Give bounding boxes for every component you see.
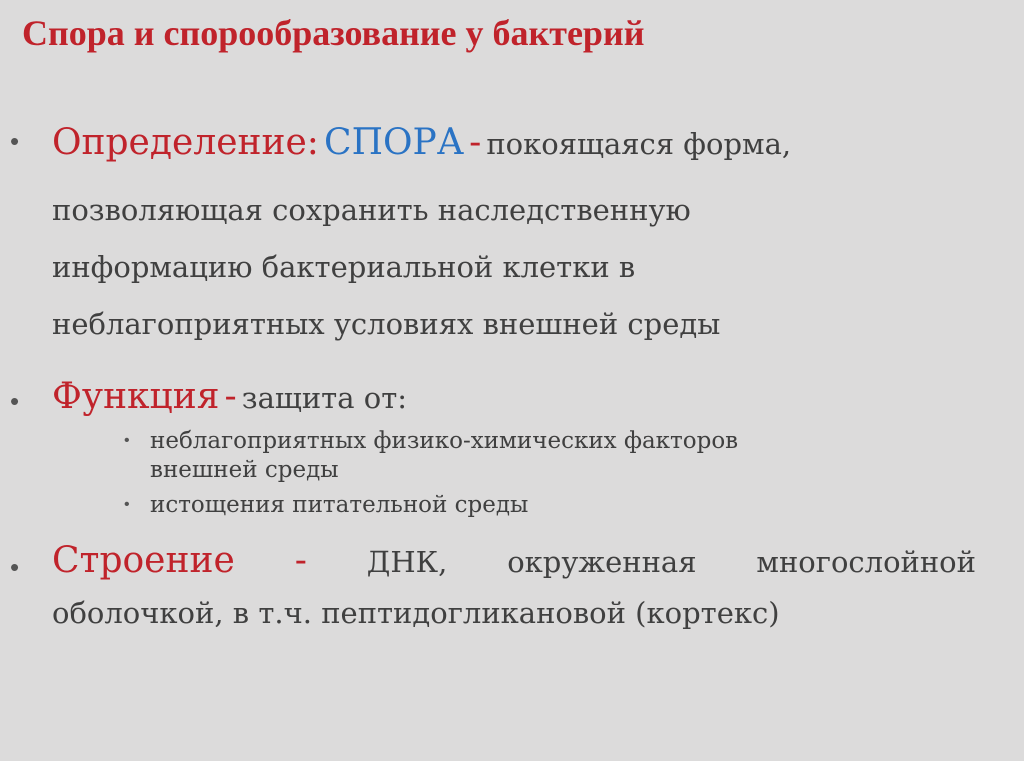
definition-line-4: неблагоприятных условиях внешней среды bbox=[52, 307, 721, 341]
definition-term: Определение: bbox=[52, 122, 319, 163]
slide-title: Спора и спорообразование у бактерий bbox=[22, 13, 645, 53]
definition-text-1: покоящаяся форма, bbox=[486, 127, 792, 161]
sub-bullet-dot: • bbox=[124, 432, 130, 449]
function-sub-item-1-line-1: неблагоприятных физико-химических факторов bbox=[150, 428, 739, 454]
bullet-dot: • bbox=[10, 552, 20, 582]
structure-dash: - bbox=[294, 540, 307, 581]
structure-word: ДНК, bbox=[366, 545, 448, 579]
structure-word: многослойной bbox=[756, 545, 976, 579]
function-line bbox=[52, 376, 407, 417]
definition-dash: - bbox=[469, 122, 482, 163]
definition-line-2: позволяющая сохранить наследственную bbox=[52, 193, 691, 227]
definition-line-3: информацию бактериальной клетки в bbox=[52, 250, 636, 284]
definition-keyword: СПОРА bbox=[324, 122, 464, 163]
bullet-dot: • bbox=[10, 126, 20, 156]
structure-term: Строение bbox=[52, 540, 235, 581]
bullet-dot: • bbox=[10, 386, 20, 416]
function-sub-item-1-line-2: внешней среды bbox=[150, 457, 339, 483]
function-text: защита от: bbox=[241, 381, 408, 415]
function-dash: - bbox=[224, 376, 237, 417]
function-term: Функция bbox=[52, 376, 220, 417]
sub-bullet-dot: • bbox=[124, 496, 130, 513]
definition-line-1 bbox=[52, 122, 791, 163]
structure-word: окруженная bbox=[507, 545, 697, 579]
structure-line-1 bbox=[52, 540, 976, 581]
function-sub-item-2: истощения питательной среды bbox=[150, 492, 529, 518]
structure-line-2: оболочкой, в т.ч. пептидогликановой (кортекс) bbox=[52, 596, 780, 630]
